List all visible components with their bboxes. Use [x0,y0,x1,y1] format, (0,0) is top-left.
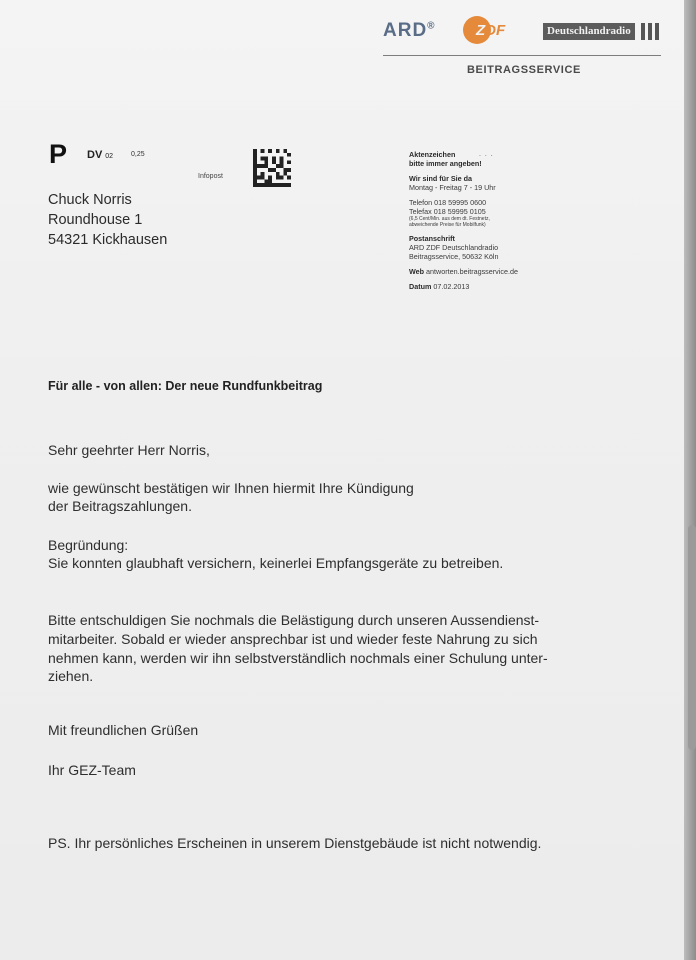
matrix-code-icon [252,149,292,187]
recipient-name: Chuck Norris [48,192,132,208]
zdf-logo-prefix: Z [476,22,486,39]
header-divider [383,55,661,56]
paragraph-1-line-1: wie gewünscht bestätigen wir Ihnen hiermit Ihre Kündigung [48,480,414,496]
fee-note-2: abweichende Preise für Mobilfunk) [409,222,486,228]
zdf-logo [463,16,521,46]
contact-telefax: Telefax 018 59995 0105 [409,207,486,216]
recipient-city: 54321 Kickhausen [48,232,168,248]
postanschrift-line-2: Beitragsservice, 50632 Köln [409,252,499,261]
deutschlandradio-bars-icon [641,23,661,40]
ard-logo: ARD® [383,20,436,41]
date-line [409,282,589,291]
postage-mark: P [49,139,68,169]
paragraph-3-line-1: Bitte entschuldigen Sie nochmals die Belästigung durch unseren Aussendienst- [48,612,540,628]
web-value: antworten.beitragsservice.de [426,267,518,276]
scrollbar[interactable] [688,525,696,750]
aktenzeichen-value: . . . [479,151,494,158]
contact-label: Wir sind für Sie da [409,174,473,183]
date-value: 07.02.2013 [433,282,470,291]
infopost-label: Infopost [198,173,223,180]
salutation: Sehr geehrter Herr Norris, [48,442,210,458]
paragraph-3-line-2: mitarbeiter. Sobald er wieder ansprechbar ist und wieder feste Nahrung zu sich [48,631,538,647]
zdf-logo-text: DF [485,22,506,39]
signature: Ihr GEZ-Team [48,762,136,778]
postage-price: 0,25 [131,151,145,158]
paragraph-3-line-4: ziehen. [48,668,94,684]
sender-info-block [409,150,589,291]
recipient-address [48,190,167,250]
postage-dv: DV 02 [87,149,114,161]
web-line [409,267,589,276]
web-label: Web [409,267,425,276]
fee-note-1: (6,5 Cent/Min. aus dem dt. Festnetz, [409,216,490,222]
date-label: Datum [409,282,432,291]
division-name: BEITRAGSSERVICE [467,64,581,76]
reason-text: Sie konnten glaubhaft versichern, keinerlei Empfangsgeräte zu betreiben. [48,555,504,571]
paragraph-1-line-2: der Beitragszahlungen. [48,498,192,514]
postscript: PS. Ihr persönliches Erscheinen in unserem Dienstgebäude ist nicht notwendig. [48,835,542,851]
letter-subject: Für alle - von allen: Der neue Rundfunkbeitrag [48,379,323,393]
contact-hours: Montag - Freitag 7 - 19 Uhr [409,183,496,192]
paragraph-3-line-3: nehmen kann, werden wir ihn selbstverständlich nochmals einer Schulung unter- [48,650,548,666]
contact-telefon: Telefon 018 59995 0600 [409,198,487,207]
reason-label: Begründung: [48,537,129,553]
postanschrift-label: Postanschrift [409,234,455,243]
page-edge [684,0,696,960]
aktenzeichen-note: bitte immer angeben! [409,159,482,168]
postanschrift-line-1: ARD ZDF Deutschlandradio [409,243,499,252]
closing: Mit freundlichen Grüßen [48,722,199,738]
deutschlandradio-logo: Deutschlandradio [543,23,635,40]
aktenzeichen-label: Aktenzeichen [409,150,456,159]
recipient-street: Roundhouse 1 [48,212,143,228]
